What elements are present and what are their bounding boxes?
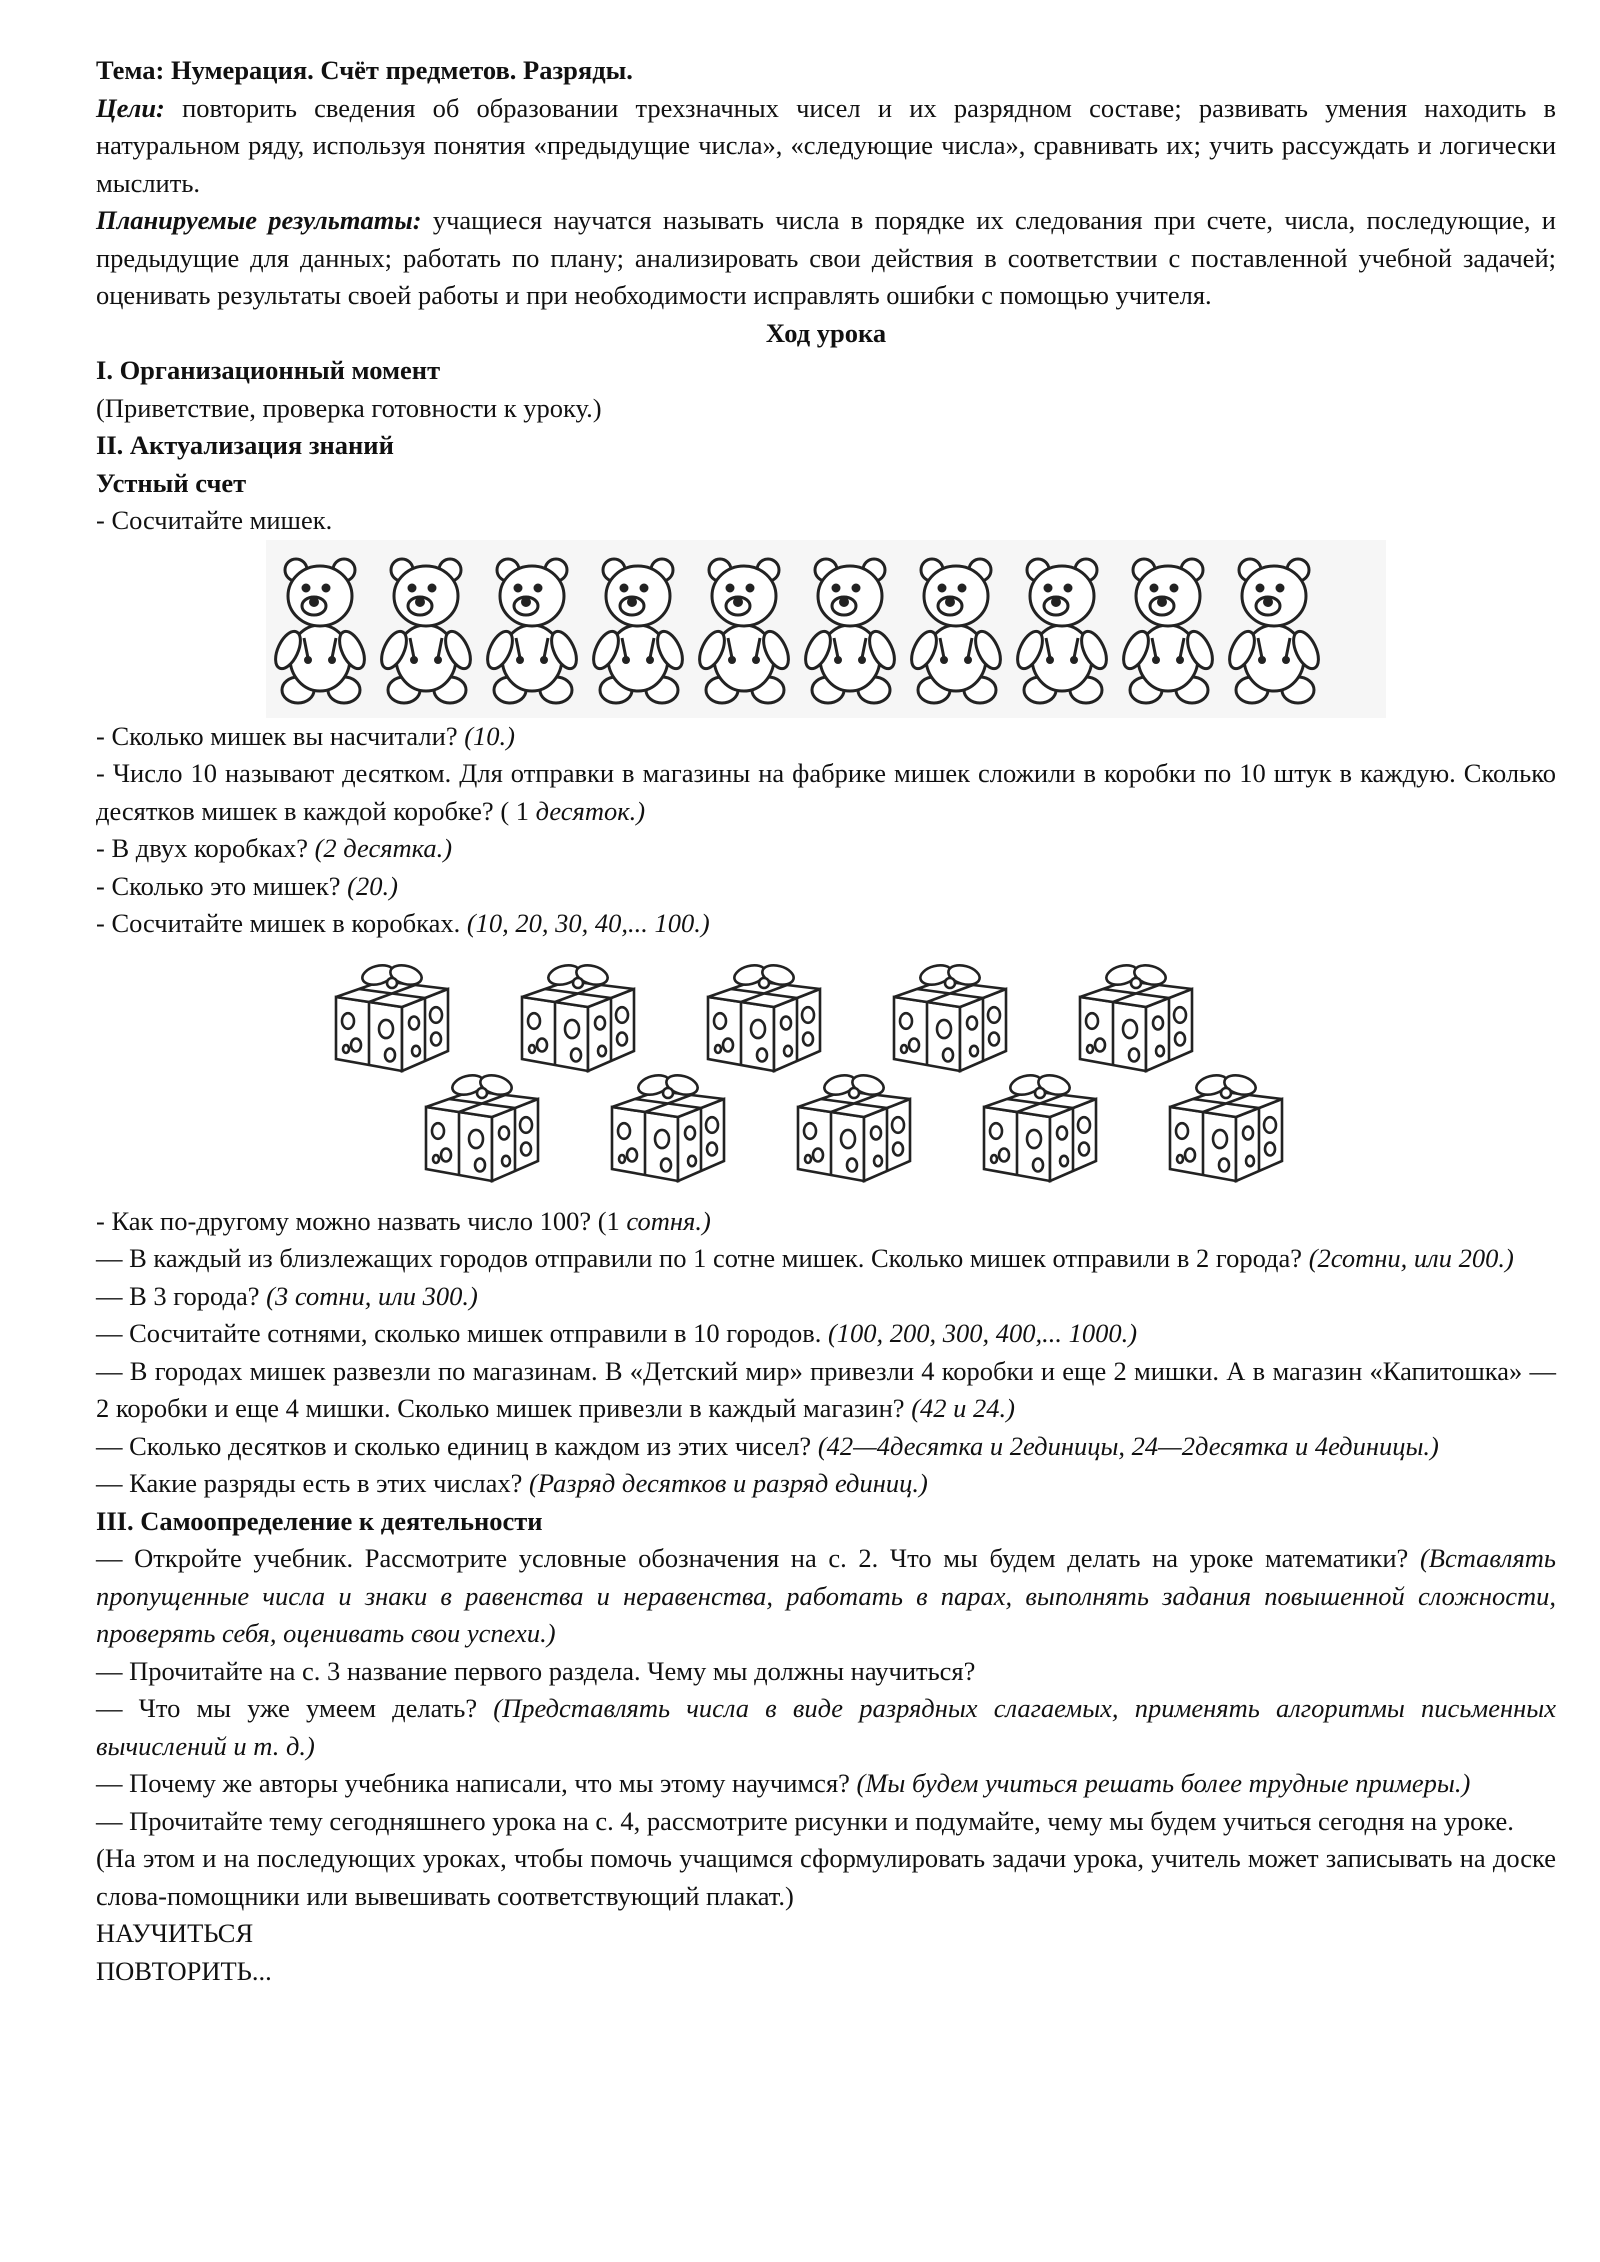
box-question-line <box>96 1278 1556 1316</box>
goals-text: повторить сведения об образовании трехзначных чисел и их разрядном составе; развивать умения находить в натуральном ряду, используя понятия «предыдущие числа», «следующие числа», сравнивать их; учить рассуждать и логически мыслить. <box>96 92 1556 198</box>
gift-box-icon <box>798 1072 910 1181</box>
bear-question-line <box>96 718 1556 756</box>
gift-box-icon <box>612 1072 724 1181</box>
self-determination-line-text: — Откройте учебник. Рассмотрите условные обозначения на с. 2. Что мы будем делать на уроке математики? <box>96 1543 1420 1573</box>
bear-question-line-answer: десяток.) <box>535 795 646 826</box>
box-question-line-answer: сотня.) <box>626 1205 711 1236</box>
bear-question-line-text: - Сколько это мишек? <box>96 870 348 901</box>
bear-question-line <box>96 755 1556 830</box>
bear-question-line-text: - Число 10 называют десятком. Для отправки в магазины на фабрике мишек сложили в коробки по 10 штук в каждую. Сколько десятков мишек в каждой коробке? ( 1 <box>96 758 1556 826</box>
box-question-line <box>96 1315 1556 1353</box>
teddy-bear-icon <box>906 559 1005 703</box>
self-determination-line-text: — Что мы уже умеем делать? <box>96 1693 494 1723</box>
teddy-bear-icon <box>588 559 687 703</box>
self-determination-line-text: — Прочитайте тему сегодняшнего урока на с. 4, рассмотрите рисунки и подумайте, чему мы будем учиться сегодня на уроке. <box>96 1805 1514 1836</box>
intro-line-text: - Сосчитайте мишек. <box>96 505 333 535</box>
box-question-line-text: - Как по-другому можно назвать число 100? (1 <box>96 1205 627 1236</box>
gift-box-icon <box>708 962 820 1071</box>
bear-question-line-answer: (10, 20, 30, 40,... 100.) <box>466 908 710 938</box>
box-question-line-text: — Какие разряды есть в этих числах? <box>96 1468 530 1498</box>
gift-box-icon <box>336 962 448 1071</box>
box-question-line-answer: (Разряд десятков и разряд единиц.) <box>529 1468 928 1498</box>
bear-question-line <box>96 868 1556 906</box>
goals-label: Цели: <box>96 92 165 123</box>
teddy-bear-icon <box>482 559 581 703</box>
document-page <box>96 52 1556 1990</box>
self-determination-line-text: — Прочитайте на с. 3 название первого раздела. Чему мы должны научиться? <box>96 1655 976 1686</box>
self-determination-line <box>96 1653 1556 1691</box>
bear-question-line-text: - В двух коробках? <box>96 833 315 863</box>
section-2-title: II. Актуализация знаний <box>96 430 394 460</box>
box-question-line-answer: (2сотни, или 200.) <box>1308 1243 1514 1273</box>
gift-box-icon <box>522 962 634 1071</box>
box-question-line <box>96 1203 1556 1241</box>
self-determination-line <box>96 1690 1556 1765</box>
teddy-bear-icon <box>800 559 899 703</box>
box-question-line-text: — В 3 города? <box>96 1280 267 1311</box>
gift-box-icon <box>1080 962 1192 1071</box>
bears-illustration <box>266 540 1386 718</box>
self-determination-line-text: (На этом и на последующих уроках, чтобы помочь учащимся сформулировать задачи урока, учитель может записывать на доске слова-помощники или вывешивать соответствующий плакат.) <box>96 1843 1556 1911</box>
topic-line: Тема: Нумерация. Счёт предметов. Разряды. <box>96 55 633 85</box>
results-text: учащиеся научатся называть числа в порядке их следования при счете, числа, последующие, и предыдущие для данных; работать по плану; анализировать свои действия в соответствии с поставленной учебной задачей; оценивать результаты своей работы и при необходимости исправлять ошибки с помощью учителя. <box>96 205 1556 310</box>
section-2-intro-lines <box>96 502 1556 540</box>
self-determination-line-answer: (Вставлять пропущенные числа и знаки в равенства и неравенства, работать в парах, выполнять задания повышенной сложности, проверять себя, оценивать свои успехи.) <box>96 1543 1556 1648</box>
box-question-line-answer: (100, 200, 300, 400,... 1000.) <box>827 1318 1138 1348</box>
self-determination-line <box>96 1840 1556 1915</box>
box-question-line-answer: (3 сотни, или 300.) <box>266 1280 478 1311</box>
box-question-line-text: — Сколько десятков и сколько единиц в каждом из этих чисел? <box>96 1430 818 1461</box>
self-determination-line <box>96 1803 1556 1841</box>
box-question-line-text: — В городах мишек развезли по магазинам. В «Детский мир» привезли 4 коробки и еще 2 мишки. А в магазин «Капитошка» — 2 коробки и еще 4 мишки. Сколько мишек привезли в каждый магазин? <box>96 1355 1556 1423</box>
helper-word: ПОВТОРИТЬ... <box>96 1955 272 1986</box>
gift-box-icon <box>894 962 1006 1071</box>
bear-question-line-text: - Сосчитайте мишек в коробках. <box>96 908 467 938</box>
bear-question-line-answer: (2 десятка.) <box>314 833 453 863</box>
gift-box-icon <box>426 1072 538 1181</box>
teddy-bear-icon <box>1012 559 1111 703</box>
box-question-line-text: — Сосчитайте сотнями, сколько мишек отправили в 10 городов. <box>96 1318 828 1348</box>
self-determination-line <box>96 1765 1556 1803</box>
teddy-bear-icon <box>1224 559 1323 703</box>
box-question-line <box>96 1240 1556 1278</box>
teddy-bear-icon <box>1118 559 1217 703</box>
section-1-title: I. Организационный момент <box>96 355 441 385</box>
bear-question-line-text: - Сколько мишек вы насчитали? <box>96 720 465 751</box>
bear-question-line-answer: (20.) <box>347 870 398 901</box>
section-3-title: III. Самоопределение к деятельности <box>96 1505 543 1536</box>
bear-question-line-answer: (10.) <box>464 720 515 751</box>
box-question-line-answer: (42—4десятка и 2единицы, 24—2десятка и 4единицы.) <box>817 1430 1439 1461</box>
box-question-line <box>96 1353 1556 1428</box>
self-determination-line-answer: (Представлять числа в виде разрядных слагаемых, применять алгоритмы письменных вычислений и т. д.) <box>96 1693 1556 1761</box>
section-1-text: (Приветствие, проверка готовности к уроку.) <box>96 392 602 423</box>
box-question-line-text: — В каждый из близлежащих городов отправили по 1 сотне мишек. Сколько мишек отправили в 2 города? <box>96 1243 1309 1273</box>
helper-word: НАУЧИТЬСЯ <box>96 1918 254 1948</box>
bear-question-line <box>96 905 1556 943</box>
gift-box-icon <box>1170 1072 1282 1181</box>
box-question-line-answer: (42 и 24.) <box>911 1393 1015 1423</box>
box-question-line <box>96 1465 1556 1503</box>
results-paragraph <box>96 202 1556 315</box>
self-determination-line <box>96 1540 1556 1653</box>
self-determination-line-text: — Почему же авторы учебника написали, что мы этому научимся? <box>96 1768 857 1798</box>
self-determination-line-answer: (Мы будем учиться решать более трудные примеры.) <box>856 1768 1471 1798</box>
intro-line <box>96 502 1556 540</box>
section-2-subtitle: Устный счет <box>96 467 247 498</box>
goals-paragraph <box>96 90 1556 203</box>
teddy-bear-icon <box>694 559 793 703</box>
teddy-bear-icon <box>376 559 475 703</box>
gift-box-icon <box>984 1072 1096 1181</box>
box-question-line <box>96 1428 1556 1466</box>
results-label: Планируемые результаты: <box>96 205 422 235</box>
section-2-box-questions <box>96 1203 1556 1503</box>
gift-boxes-illustration <box>318 947 1318 1203</box>
section-2-bear-questions <box>96 718 1556 943</box>
lesson-heading: Ход урока <box>765 317 887 348</box>
section-3-lines <box>96 1540 1556 1915</box>
teddy-bear-icon <box>270 559 369 703</box>
bear-question-line <box>96 830 1556 868</box>
helper-words <box>96 1915 1556 1990</box>
